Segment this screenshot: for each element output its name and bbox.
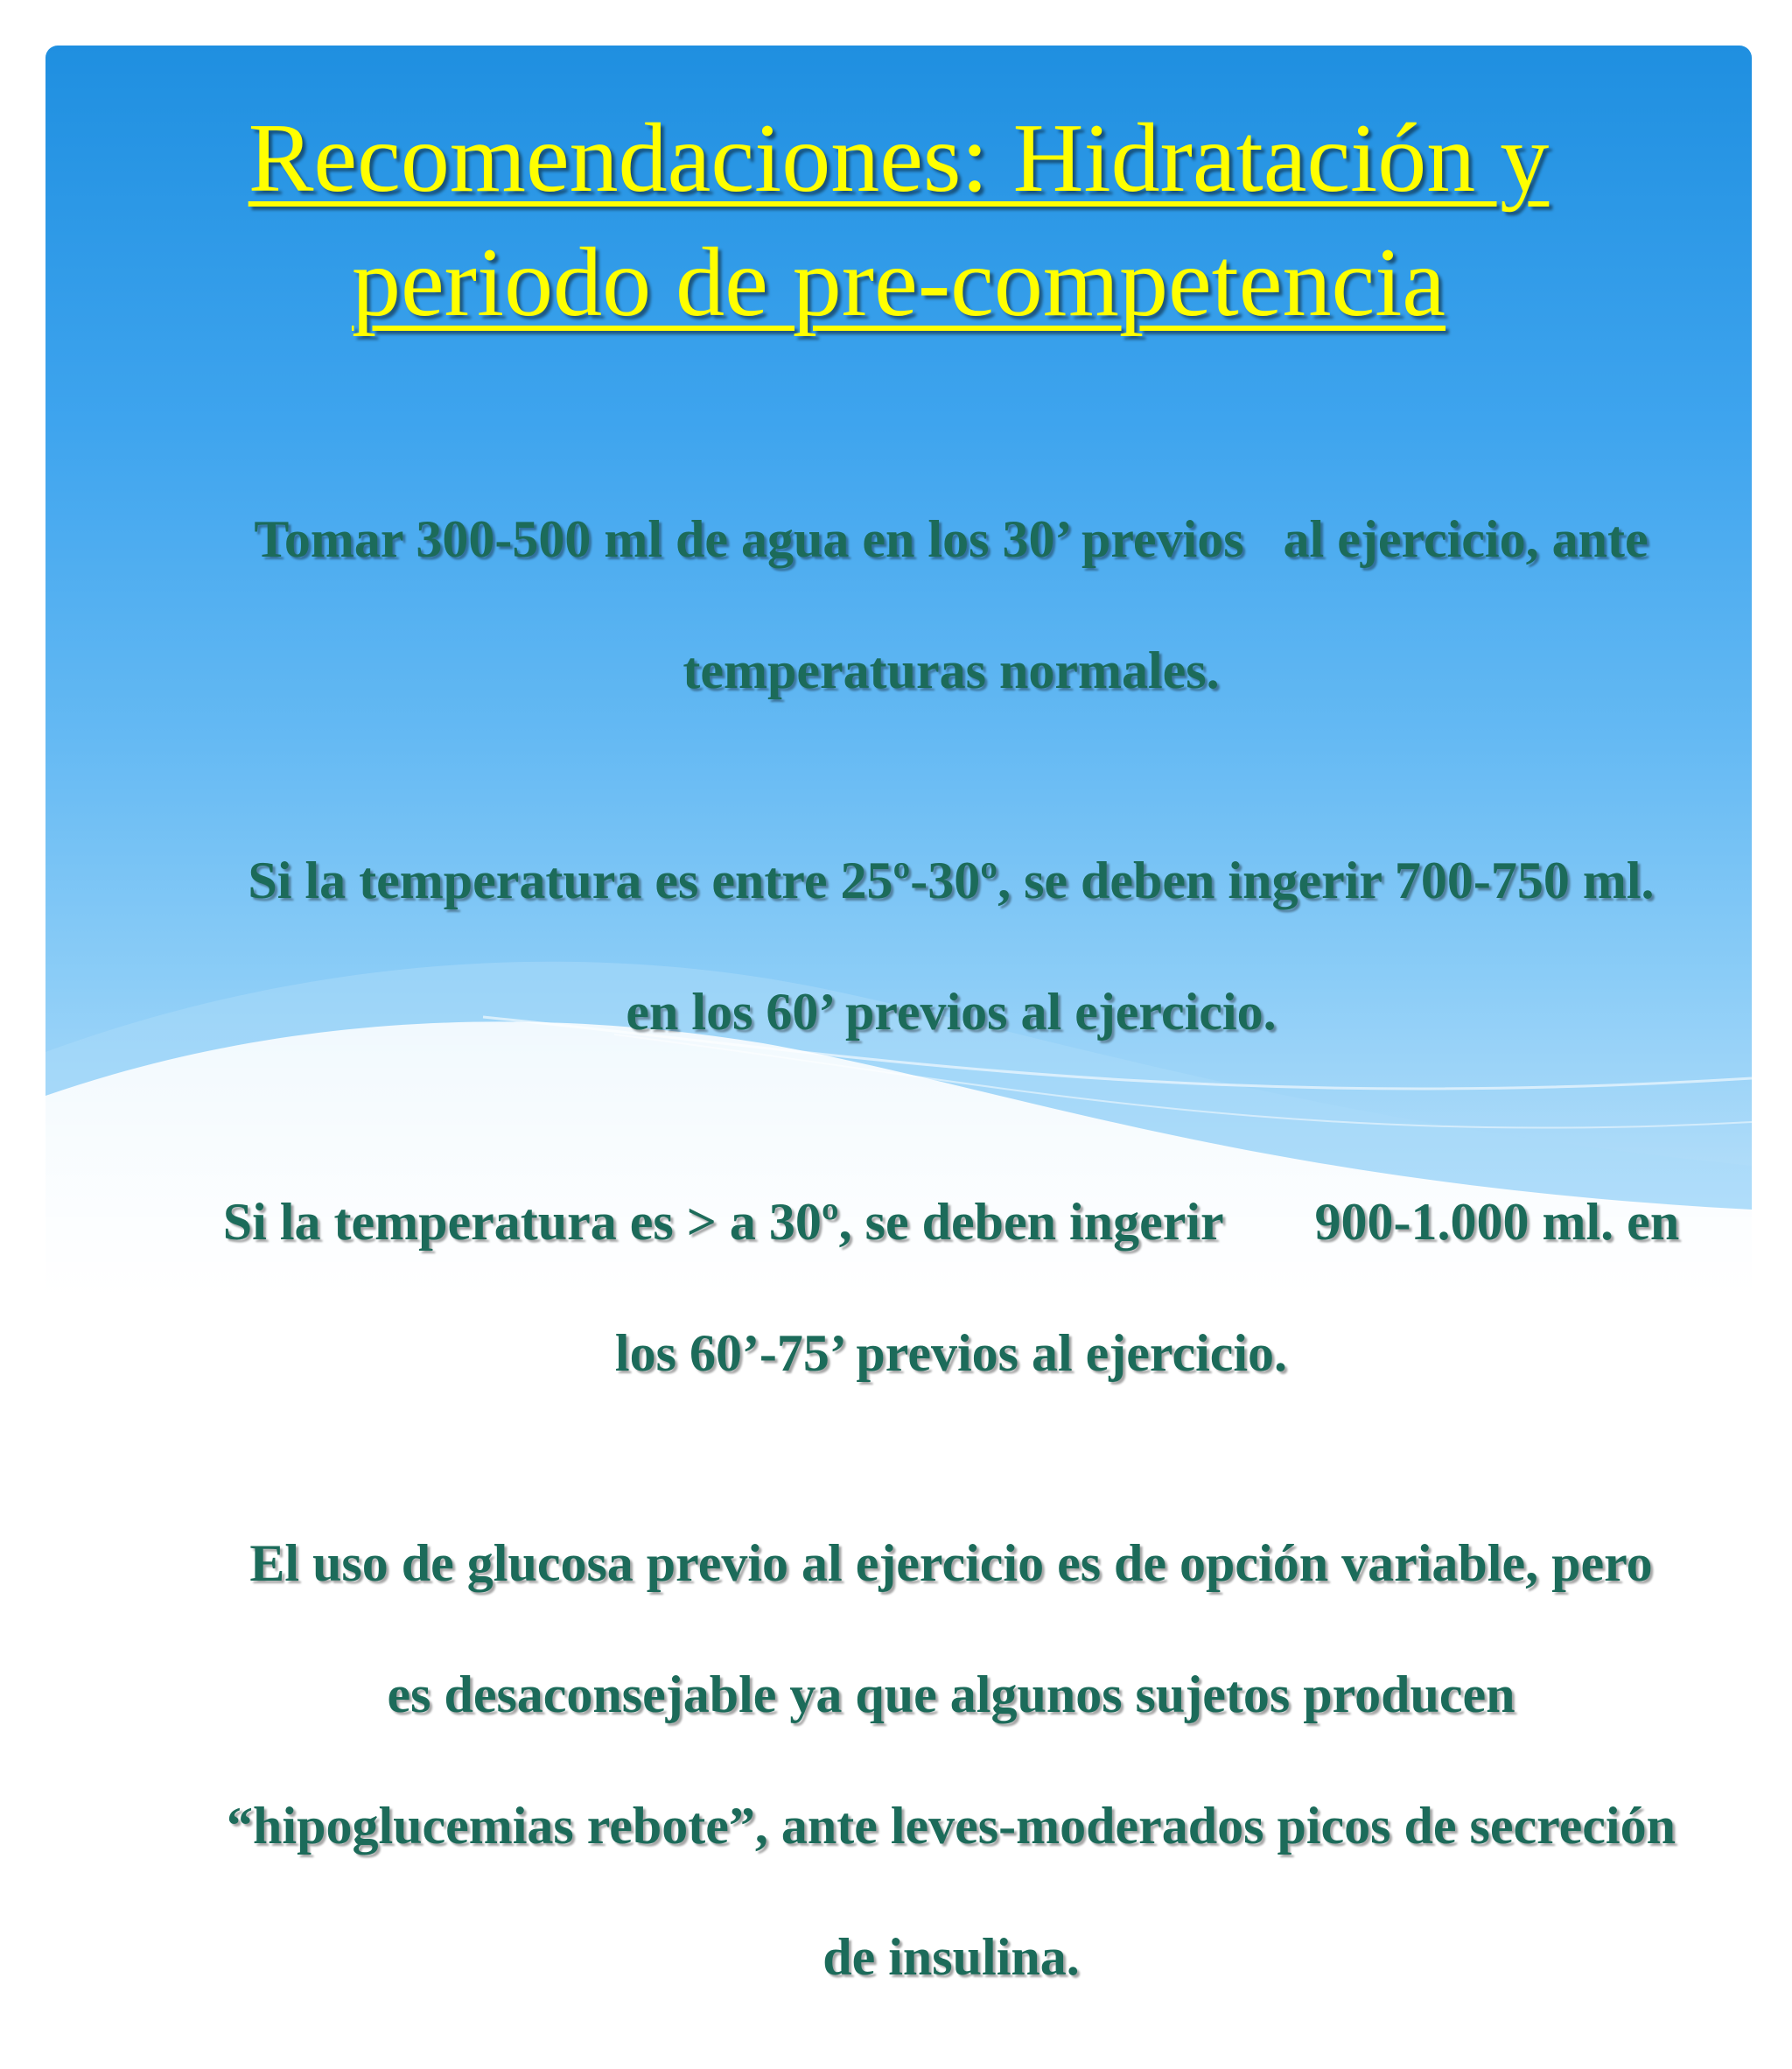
- paragraph-line: Tomar 300-500 ml de agua en los 30’ previos al ejercicio, ante: [254, 510, 1648, 568]
- paragraph-line: temperaturas normales.: [682, 642, 1220, 699]
- slide-title-line-2: periodo de pre-competencia: [351, 228, 1446, 337]
- slide-title-line-1: Recomendaciones: Hidratación y: [248, 104, 1550, 213]
- paragraph-hydration-over-30: [63, 1124, 1734, 1452]
- slide: [46, 46, 1752, 1986]
- paragraph-hydration-normal: [63, 441, 1734, 769]
- paragraph-hydration-25-30: [63, 782, 1734, 1111]
- paragraph-line: es desaconsejable ya que algunos sujetos producen: [387, 1666, 1516, 1723]
- slide-title: [98, 96, 1699, 345]
- paragraph-line: en los 60’ previos al ejercicio.: [626, 983, 1277, 1041]
- paragraph-glucose: [63, 1465, 1734, 2056]
- paragraph-line: los 60’-75’ previos al ejercicio.: [614, 1324, 1288, 1382]
- paragraph-line: “hipoglucemias rebote”, ante leves-moderados picos de secreción: [227, 1797, 1676, 1855]
- paragraph-line: Si la temperatura es > a 30º, se deben ingerir 900-1.000 ml. en: [222, 1193, 1680, 1251]
- paragraph-line: El uso de glucosa previo al ejercicio es de opción variable, pero: [249, 1534, 1653, 1592]
- paragraph-line: Si la temperatura es entre 25º-30º, se deben ingerir 700-750 ml.: [248, 852, 1655, 909]
- paragraph-line: de insulina.: [822, 1928, 1080, 1986]
- slide-body: [63, 441, 1734, 2069]
